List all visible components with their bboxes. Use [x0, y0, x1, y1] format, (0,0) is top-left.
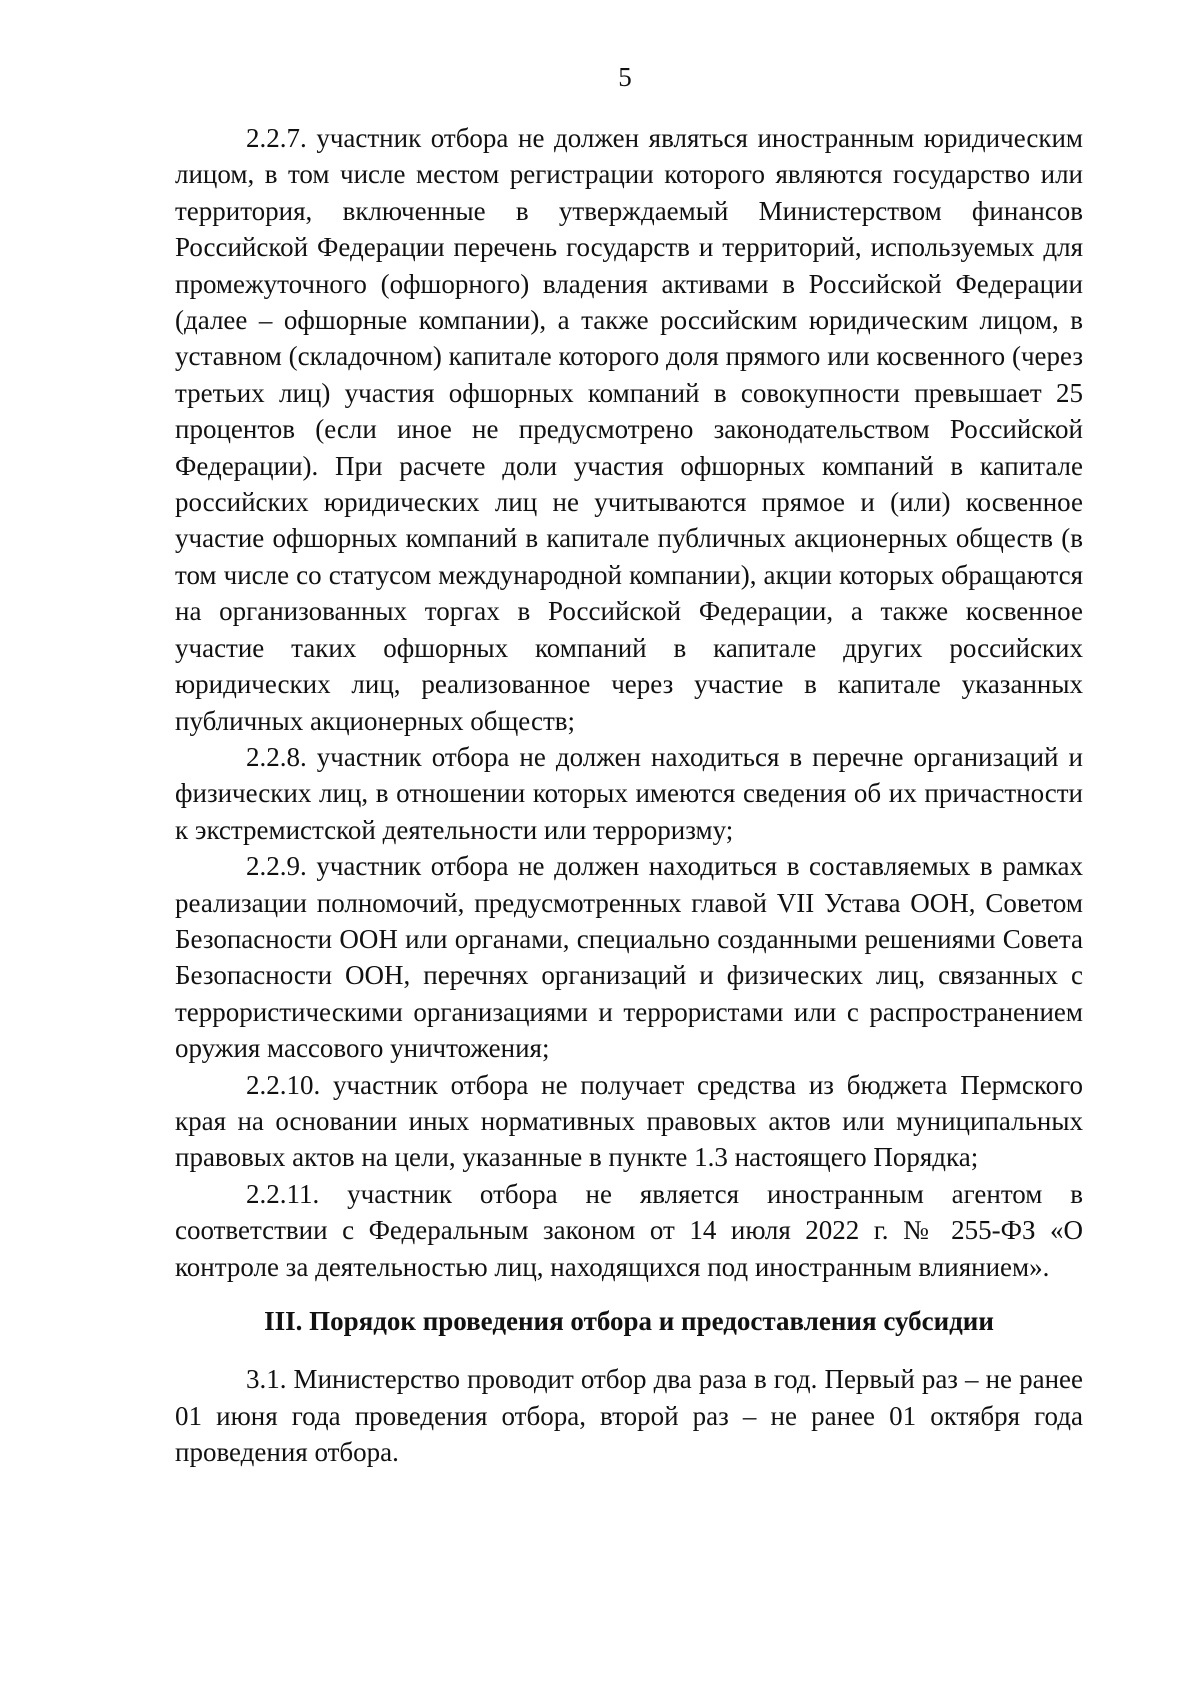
paragraph-2-2-9: 2.2.9. участник отбора не должен находиться в составляемых в рамках реализации полномочий, предусмотренных главой VII Устава ООН, Советом Безопасности ООН или органами, специально созданными решениями Совета Безопасности ООН, перечнях организаций и физических лиц, связанных с террористическими организациями и террористами или с распространением оружия массового уничтожения;: [175, 851, 1083, 1064]
page-number: 5: [618, 62, 632, 92]
document-body: [175, 120, 1083, 1471]
paragraph-2-2-7: 2.2.7. участник отбора не должен являться иностранным юридическим лицом, в том числе местом регистрации которого являются государство или территория, включенные в утверждаемый Министерством финансов Российской Федерации перечень государств и территорий, используемых для промежуточного (офшорного) владения активами в Российской Федерации (далее – офшорные компании), а также российским юридическим лицом, в уставном (складочном) капитале которого доля прямого или косвенного (через третьих лиц) участия офшорных компаний в совокупности превышает 25 процентов (если иное не предусмотрено законодательством Российской Федерации). При расчете доли участия офшорных компаний в капитале российских юридических лиц не учитываются прямое и (или) косвенное участие офшорных компаний в капитале публичных акционерных обществ (в том числе со статусом международной компании), акции которых обращаются на организованных торгах в Российской Федерации, а также косвенное участие таких офшорных компаний в капитале других российских юридических лиц, реализованное через участие в капитале указанных публичных акционерных обществ;: [175, 123, 1083, 736]
paragraph-2-2-10: 2.2.10. участник отбора не получает средства из бюджета Пермского края на основании иных нормативных правовых актов или муниципальных правовых актов на цели, указанные в пункте 1.3 настоящего Порядка;: [175, 1069, 1083, 1173]
paragraph-2-2-8: 2.2.8. участник отбора не должен находиться в перечне организаций и физических лиц, в отношении которых имеются сведения об их причастности к экстремистской деятельности или терроризму;: [175, 741, 1083, 845]
paragraph-3-1: 3.1. Министерство проводит отбор два раза в год. Первый раз – не ранее 01 июня года проведения отбора, второй раз – не ранее 01 октября года проведения отбора.: [175, 1364, 1083, 1468]
paragraph-2-2-11: 2.2.11. участник отбора не является иностранным агентом в соответствии с Федеральным законом от 14 июля 2022 г. № 255-ФЗ «О контроле за деятельностью лиц, находящихся под иностранным влиянием».: [175, 1178, 1083, 1282]
section-heading: III. Порядок проведения отбора и предоставления субсидии: [264, 1306, 994, 1336]
